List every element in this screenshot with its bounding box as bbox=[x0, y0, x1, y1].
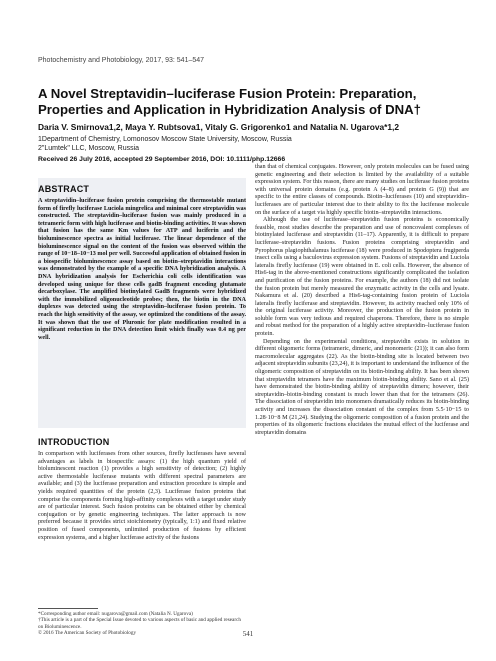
affiliation-2: 2"Lumtek" LLC, Moscow, Russia bbox=[38, 144, 140, 152]
footnote-special-issue: †This article is a part of the Special Issue devoted to various aspects of basic and applied research on Bioluminescence. bbox=[38, 617, 241, 630]
affiliations bbox=[38, 136, 458, 154]
right-column-text bbox=[255, 164, 469, 437]
author-list: Daria V. Smirnova1,2, Maya Y. Rubtsova1, Vitaly G. Grigorenko1 and Natalia N. Ugarova*1,2 bbox=[38, 122, 400, 132]
paragraph: Although the use of luciferase–streptavidin fusion proteins is economically feasible, most studies describe the preparation and use of noncovalent complexes of biotinylated luciferase and streptavidin (11–17). Apparently, it is difficult to prepare luciferase–streptavidin fusions. Fusion proteins comprising streptavidin and Pyrophorus plagiophthalamus luciferase (18) were produced in Spodoptera frugiperda insect cells using a baculovirus expression system. Fusions of streptavidin and Luciola lateralis firefly luciferase (19) were obtained in E. coli cells. However, the absence of His6-tag in the above-mentioned constructions significantly complicated the isolation and purification of the fusion proteins. For example, the authors (18) did not isolate the fusion protein but merely measured the enzymatic activity in the cells and lysate. Nakamura et al. (20) described a His6-tag-containing fusion protein of Luciola lateralis firefly luciferase and streptavidin. However, its activity reached only 10% of the original luciferase activity. Moreover, the production of the fusion protein in soluble form was very tedious and required chaperons. Therefore, there is no simple and robust method for the preparation of a highly active streptavidin–luciferase fusion protein. bbox=[255, 217, 469, 338]
footnote-rule bbox=[38, 608, 98, 609]
footnote-corresponding: *Corresponding author email: nugarova@gmail.com (Natalia N. Ugarova) bbox=[38, 611, 193, 617]
footnote-copyright: © 2016 The American Society of Photobiology bbox=[38, 630, 137, 637]
introduction-text: In comparison with luciferases from other sources, firefly luciferases have several advantages as labels in biospecific assays: (1) the high quantum yield of bioluminescent reaction (1) provides a high sensitivity of detection; (2) highly active thermostable luciferase mutants with different spectral parameters are available; and (3) the luciferase preparation and extraction procedure is simple and yields required quantities of the protein (2,3). Luciferase fusion proteins that comprise the components forming high-affinity complexes with a target under study are of particular interest. Such fusion proteins can be obtained either by chemical conjugation or by genetic engineering techniques. The latter approach is now preferred because it provides strict stoichiometry (typically, 1:1) and fixed relative position of fused components, unlimited production of fusions by efficient expression systems, and a higher luciferase activity of the fusions bbox=[38, 451, 246, 541]
page-number: 541 bbox=[242, 630, 254, 638]
journal-citation: Photochemistry and Photobiology, 2017, 93: 541–547 bbox=[38, 57, 205, 64]
article-title: A Novel Streptavidin–luciferase Fusion Protein: Preparation, Properties and Application in Hybridization Analysis of DNA† bbox=[38, 86, 421, 117]
introduction-heading: INTRODUCTION bbox=[38, 437, 110, 447]
abstract-text: A streptavidin–luciferase fusion protein comprising the thermostable mutant form of firefly luciferase Luciola mingrelica and minimal core streptavidin was constructed. The streptavidin–luciferase fusion was mainly produced in a tetrameric form with high luciferase and biotin-binding activities. It was shown that fusion has the same Km values for ATP and luciferin and the bioluminescence spectra as initial luciferase. The linear dependence of the bioluminescence signal on the content of the fusion was observed within the range of 10−18–10−13 mol per well. Successful application of obtained fusion in a biospecific bioluminescence assay based on biotin–streptavidin interactions was demonstrated by the example of a specific DNA hybridization analysis. A DNA hybridization analysis for Escherichia coli cells identification was developed using unique for these cells gadB fragment encoding glutamate decarboxylase. The amplified biotinylated GadB fragments were hybridized with the immobilized oligonucleotide probes; then, the biotin in the DNA duplexes was detected using the streptavidin–luciferase fusion protein. To reach the high sensitivity of the assay, we optimized the conditions of the assay. It was shown that the use of Pluronic for plate modification resulted in a significant reduction in the DNA detection limit which finally was 0.4 ng per well. bbox=[38, 198, 246, 341]
affiliation-1: 1Department of Chemistry, Lomonosov Moscow State University, Moscow, Russia bbox=[38, 136, 292, 143]
abstract-heading: ABSTRACT bbox=[38, 184, 90, 194]
paragraph: than that of chemical conjugates. However, only protein molecules can be fused using genetic engineering and their selection is limited by the availability of a suitable expression system. For this reason, there are many studies on luciferase fusion proteins with universal protein domains (e.g. protein A (4–8) and protein G (9)) that are specific to the entire classes of compounds. Biotin–luciferases (10) and streptavidin–luciferases are of particular interest due to their ability to fix the luciferase molecule on the surface of a target via highly specific biotin–streptavidin interactions. bbox=[255, 164, 469, 216]
paragraph: Depending on the experimental conditions, streptavidin exists in solution in different oligomeric forms (tetrameric, dimeric, and monomeric (21)); it can also form macromolecular aggregates (22). As the biotin-binding site is located between two adjacent streptavidin subunits (23,24), it is important to understand the influence of the oligomeric composition of streptavidin on its biotin-binding ability. It has been shown that streptavidin tetramers have the maximum biotin-binding ability. Sano et al. (25) have demonstrated the biotin-binding ability of streptavidin dimers; however, their streptavidin–biotin-binding constant is much lower than that for the tetramers (26). The dissociation of streptavidin into monomers dramatically reduces its biotin-binding activity and increases the dissociation constant of the complex from 5.5·10−15 to 1.28·10−8 M (21,24). Studying the oligomeric composition of a fusion protein and the properties of its oligomeric fractions elucidates the mutual effect of the luciferase and streptavidin domains bbox=[255, 338, 469, 436]
received-dates: Received 26 July 2016, accepted 29 September 2016, DOI: 10.1111/php.12666 bbox=[38, 156, 286, 163]
